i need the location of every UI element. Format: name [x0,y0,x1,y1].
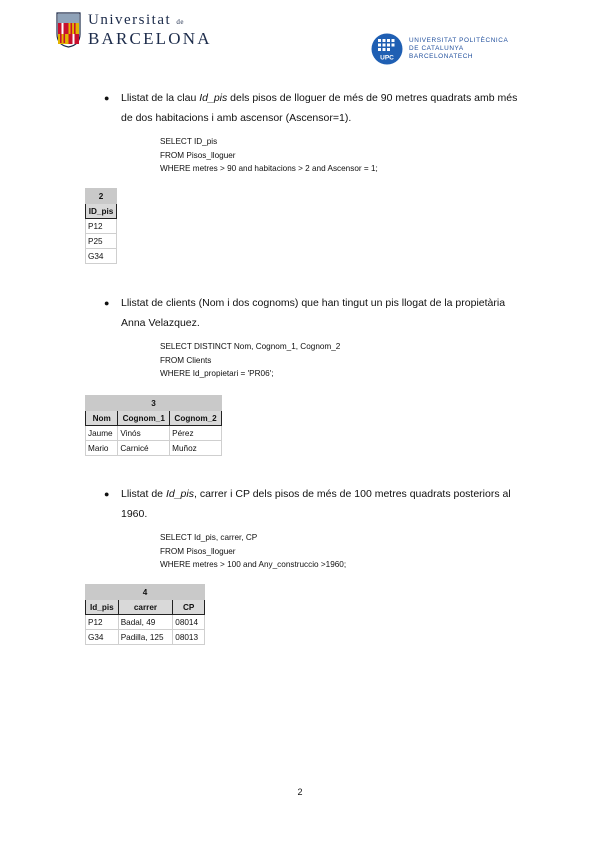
upc-emblem-icon [371,33,403,65]
column-header: Cognom_1 [118,411,170,426]
column-header: CP [173,600,205,615]
question-1 [104,88,524,128]
sql-query-3: SELECT Id_pis, carrer, CP FROM Pisos_lloguer WHERE metres > 100 and Any_construccio >1960; [160,533,347,569]
table-row: P25 [86,234,117,249]
result-table-1 [85,188,117,264]
table-number: 2 [86,189,117,204]
table-row: G34 [86,249,117,264]
bullet-icon: ● [104,93,110,103]
table-row: G34 Padilla, 125 08013 [86,630,205,645]
question-2-text: Llistat de clients (Nom i dos cognoms) que han tingut un pis llogat de la propietària Anna Velazquez. [121,297,506,329]
result-table-3 [85,584,205,645]
upc-title-line1: UNIVERSITAT POLITÈCNICA [409,37,509,44]
upc-logo [371,33,508,65]
ub-title-line2: BARCELONA [88,29,212,48]
ub-shield-icon [56,12,81,48]
table-row: Mario Carnicé Muñoz [86,441,222,456]
question-3-text: Llistat de Id_pis, carrer i CP dels pisos de més de 100 metres quadrats posteriors al 1960. [121,488,511,520]
table-number: 3 [86,396,222,411]
ub-title-de: de [176,18,185,26]
column-header: carrer [118,600,173,615]
upc-title-line3: BARCELONATECH [409,53,474,60]
page-number: 2 [297,787,303,797]
question-2 [104,293,524,333]
question-1-text: Llistat de la clau Id_pis dels pisos de lloguer de més de 90 metres quadrats amb més de dos habitacions i amb ascensor (Ascensor=1). [121,92,518,124]
table-row: P12 [86,219,117,234]
table-row: Jaume Vinós Pérez [86,426,222,441]
table-row: P12 Badal, 49 08014 [86,615,205,630]
bullet-icon: ● [104,298,110,308]
column-header: Nom [86,411,118,426]
sql-query-1: SELECT ID_pis FROM Pisos_lloguer WHERE metres > 90 and habitacions > 2 and Ascensor = 1; [160,137,378,173]
sql-query-2: SELECT DISTINCT Nom, Cognom_1, Cognom_2 FROM Clients WHERE Id_propietari = 'PR06'; [160,342,341,378]
ub-logo [56,12,212,48]
bullet-icon: ● [104,489,110,499]
column-header: Cognom_2 [170,411,222,426]
upc-badge-text: UPC [380,54,394,62]
question-3 [104,484,524,524]
upc-title-line2: DE CATALUNYA [409,45,464,52]
result-table-2 [85,395,222,456]
column-header: ID_pis [86,204,117,219]
ub-title-line1: Universitat [88,12,172,28]
table-number: 4 [86,585,205,600]
column-header: Id_pis [86,600,119,615]
